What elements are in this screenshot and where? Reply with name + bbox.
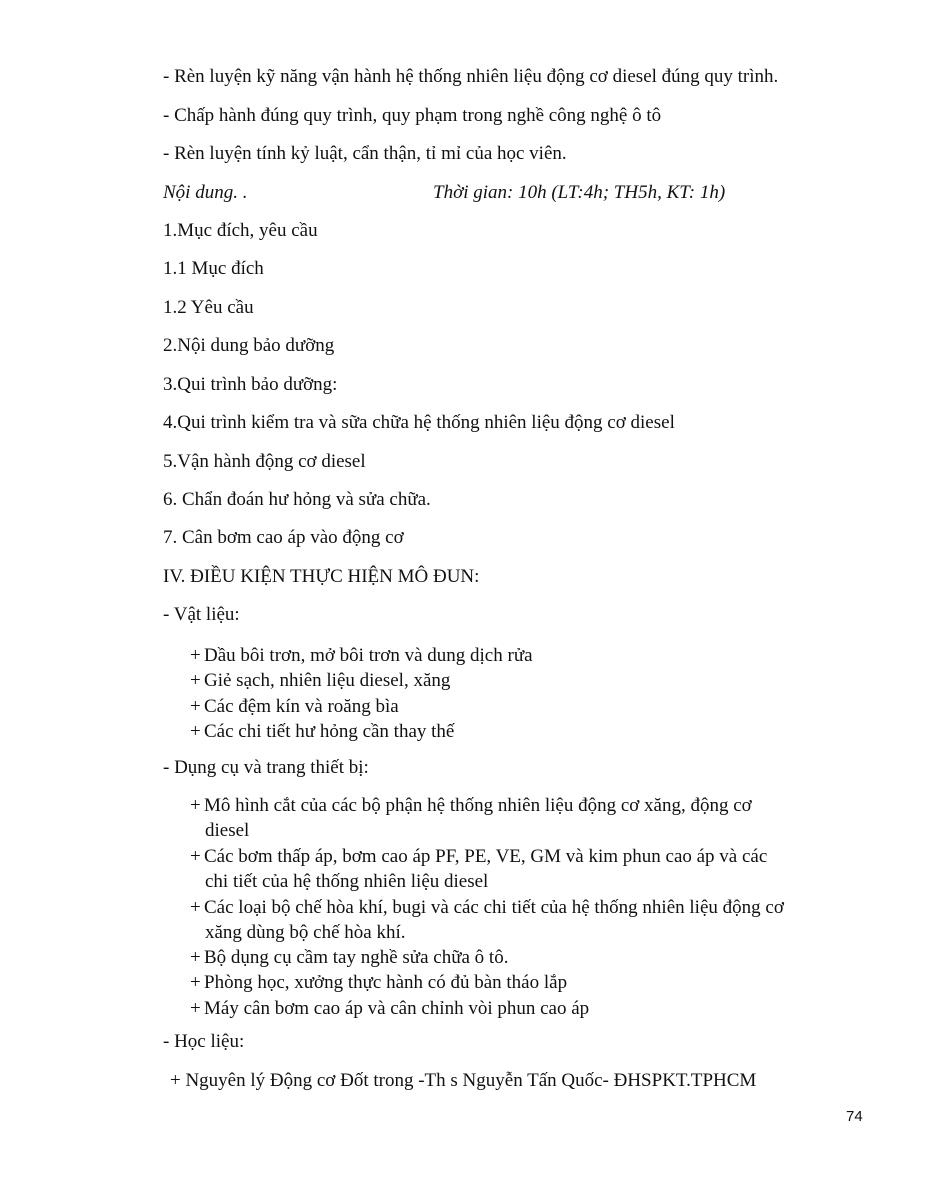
- materials-item: + Dầu bôi trơn, mở bôi trơn và dung dịch rửa: [190, 645, 533, 666]
- content-item: 5.Vận hành động cơ diesel: [163, 451, 366, 472]
- bullet: +: [190, 947, 201, 968]
- equipment-item-continuation: diesel: [205, 820, 250, 841]
- materials-item: + Các đệm kín và roăng bìa: [190, 696, 399, 717]
- materials-heading: - Vật liệu:: [163, 604, 240, 625]
- content-item: 3.Qui trình bảo dưỡng:: [163, 374, 338, 395]
- equipment-heading: - Dụng cụ và trang thiết bị:: [163, 757, 369, 778]
- content-item: 1.1 Mục đích: [163, 258, 264, 279]
- objective-line: - Chấp hành đúng quy trình, quy phạm trong nghề công nghệ ô tô: [163, 105, 662, 126]
- equipment-item: + Các bơm thấp áp, bơm cao áp PF, PE, VE, GM và kim phun cao áp và các: [190, 846, 768, 867]
- bullet: +: [190, 696, 201, 717]
- learning-materials-heading: - Học liệu:: [163, 1031, 245, 1052]
- materials-item: + Các chi tiết hư hỏng cần thay thế: [190, 721, 455, 742]
- bullet: +: [190, 721, 201, 742]
- objective-line: - Rèn luyện kỹ năng vận hành hệ thống nhiên liệu động cơ diesel đúng quy trình.: [163, 66, 779, 87]
- bullet: +: [190, 998, 201, 1019]
- equipment-item: + Mô hình cắt của các bộ phận hệ thống nhiên liệu động cơ xăng, động cơ: [190, 795, 752, 816]
- page-number: 74: [846, 1108, 863, 1125]
- section-title: IV. ĐIỀU KIỆN THỰC HIỆN MÔ ĐUN:: [163, 566, 480, 587]
- content-item: 1.Mục đích, yêu cầu: [163, 220, 318, 241]
- content-item: 1.2 Yêu cầu: [163, 297, 254, 318]
- equipment-item: + Các loại bộ chế hòa khí, bugi và các chi tiết của hệ thống nhiên liệu động cơ: [190, 897, 784, 918]
- materials-item: + Giẻ sạch, nhiên liệu diesel, xăng: [190, 670, 451, 691]
- equipment-item: + Máy cân bơm cao áp và cân chỉnh vòi phun cao áp: [190, 998, 590, 1019]
- equipment-item-continuation: xăng dùng bộ chế hòa khí.: [205, 922, 406, 943]
- bullet: +: [190, 795, 201, 816]
- bullet: +: [190, 670, 201, 691]
- equipment-item: + Bộ dụng cụ cầm tay nghề sửa chữa ô tô.: [190, 947, 509, 968]
- learning-material-item: + Nguyên lý Động cơ Đốt trong -Th s Nguyễn Tấn Quốc- ĐHSPKT.TPHCM: [170, 1070, 757, 1091]
- content-item: 6. Chẩn đoán hư hỏng và sửa chữa.: [163, 489, 431, 510]
- time-allocation: Thời gian: 10h (LT:4h; TH5h, KT: 1h): [433, 182, 726, 203]
- bullet: +: [190, 645, 201, 666]
- content-item: 4.Qui trình kiểm tra và sữa chữa hệ thống nhiên liệu động cơ diesel: [163, 412, 675, 433]
- equipment-item: + Phòng học, xưởng thực hành có đủ bàn tháo lắp: [190, 972, 568, 993]
- bullet: +: [190, 972, 201, 993]
- objective-line: - Rèn luyện tính kỷ luật, cẩn thận, tỉ mỉ của học viên.: [163, 143, 567, 164]
- bullet: +: [190, 846, 201, 867]
- content-label: Nội dung. .: [163, 182, 248, 203]
- content-item: 7. Cân bơm cao áp vào động cơ: [163, 527, 404, 548]
- equipment-item-continuation: chi tiết của hệ thống nhiên liệu diesel: [205, 871, 489, 892]
- bullet: +: [190, 897, 201, 918]
- content-item: 2.Nội dung bảo dưỡng: [163, 335, 335, 356]
